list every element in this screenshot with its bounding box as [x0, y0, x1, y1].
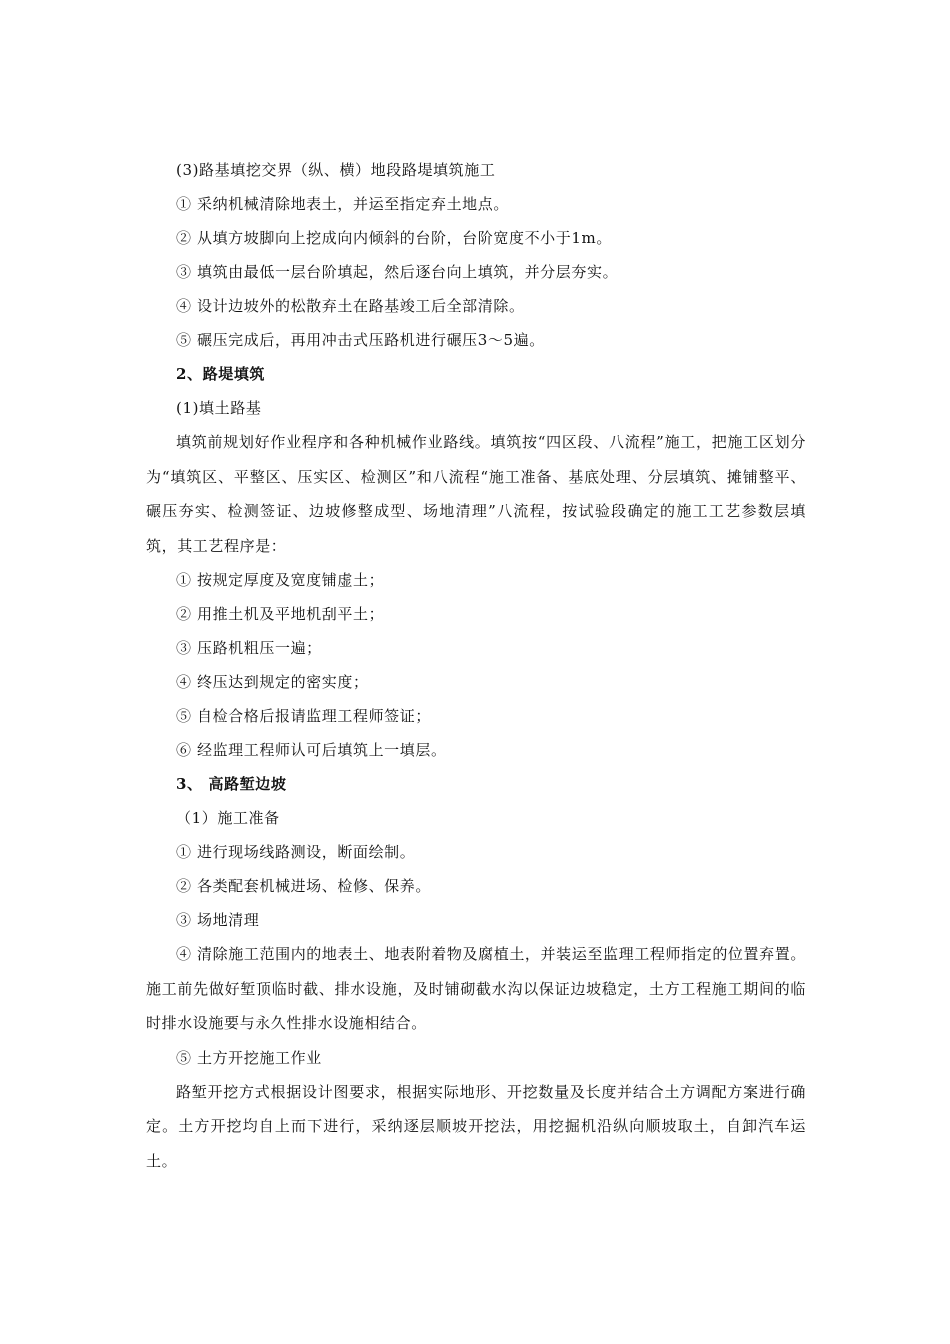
cutting-step-3: ③ 场地清理: [176, 911, 260, 929]
fill-excavation-heading: (3)路基填挖交界（纵、横）地段路堤填筑施工: [176, 161, 496, 179]
fill-excavation-step-2: ② 从填方坡脚向上挖成向内倾斜的台阶，台阶宽度不小于1m。: [176, 229, 612, 247]
cutting-heading: 3、 高路堑边坡: [176, 775, 287, 793]
embankment-paragraph: 填筑前规划好作业程序和各种机械作业路线。填筑按“四区段、八流程”施工，把施工区划分为“填筑区、平整区、压实区、检测区”和八流程“施工准备、基底处理、分层填筑、摊铺整平、碾压夯实、检测签证、边坡修整成型、场地清理”八流程，按试验段确定的施工工艺参数层填筑，其工艺程序是：: [146, 433, 806, 555]
cutting-step-1: ① 进行现场线路测设，断面绘制。: [176, 843, 416, 861]
embankment-step-1: ① 按规定厚度及宽度铺虚土；: [176, 571, 385, 589]
cutting-step-2: ② 各类配套机械进场、检修、保养。: [176, 877, 431, 895]
fill-excavation-step-5: ⑤ 碾压完成后，再用冲击式压路机进行碾压3～5遍。: [176, 331, 545, 349]
cutting-sub-heading: （1）施工准备: [176, 809, 280, 827]
embankment-sub-heading: (1)填土路基: [176, 399, 262, 417]
fill-excavation-step-3: ③ 填筑由最低一层台阶填起，然后逐台向上填筑，并分层夯实。: [176, 263, 619, 281]
embankment-step-5: ⑤ 自检合格后报请监理工程师签证；: [176, 707, 431, 725]
embankment-heading: 2、路堤填筑: [176, 365, 266, 383]
document-body: [146, 153, 806, 1178]
cutting-final-paragraph: 路堑开挖方式根据设计图要求，根据实际地形、开挖数量及长度并结合土方调配方案进行确定。土方开挖均自上而下进行，采纳逐层顺坡开挖法，用挖掘机沿纵向顺坡取土，自卸汽车运土。: [146, 1082, 806, 1170]
fill-excavation-step-1: ① 采纳机械清除地表土，并运至指定弃土地点。: [176, 195, 509, 213]
embankment-step-6: ⑥ 经监理工程师认可后填筑上一填层。: [176, 741, 447, 759]
cutting-step-5-heading: ⑤ 土方开挖施工作业: [176, 1048, 322, 1067]
cutting-step-4-paragraph: ④ 清除施工范围内的地表土、地表附着物及腐植土，并装运至监理工程师指定的位置弃置。施工前先做好堑顶临时截、排水设施，及时铺砌截水沟以保证边坡稳定，土方工程施工期间的临时排水设施要与永久性排水设施相结合。: [146, 945, 806, 1032]
embankment-step-3: ③ 压路机粗压一遍；: [176, 639, 322, 657]
fill-excavation-step-4: ④ 设计边坡外的松散弃土在路基竣工后全部清除。: [176, 297, 525, 315]
embankment-step-2: ② 用推土机及平地机刮平土；: [176, 605, 385, 623]
embankment-step-4: ④ 终压达到规定的密实度；: [176, 673, 369, 691]
